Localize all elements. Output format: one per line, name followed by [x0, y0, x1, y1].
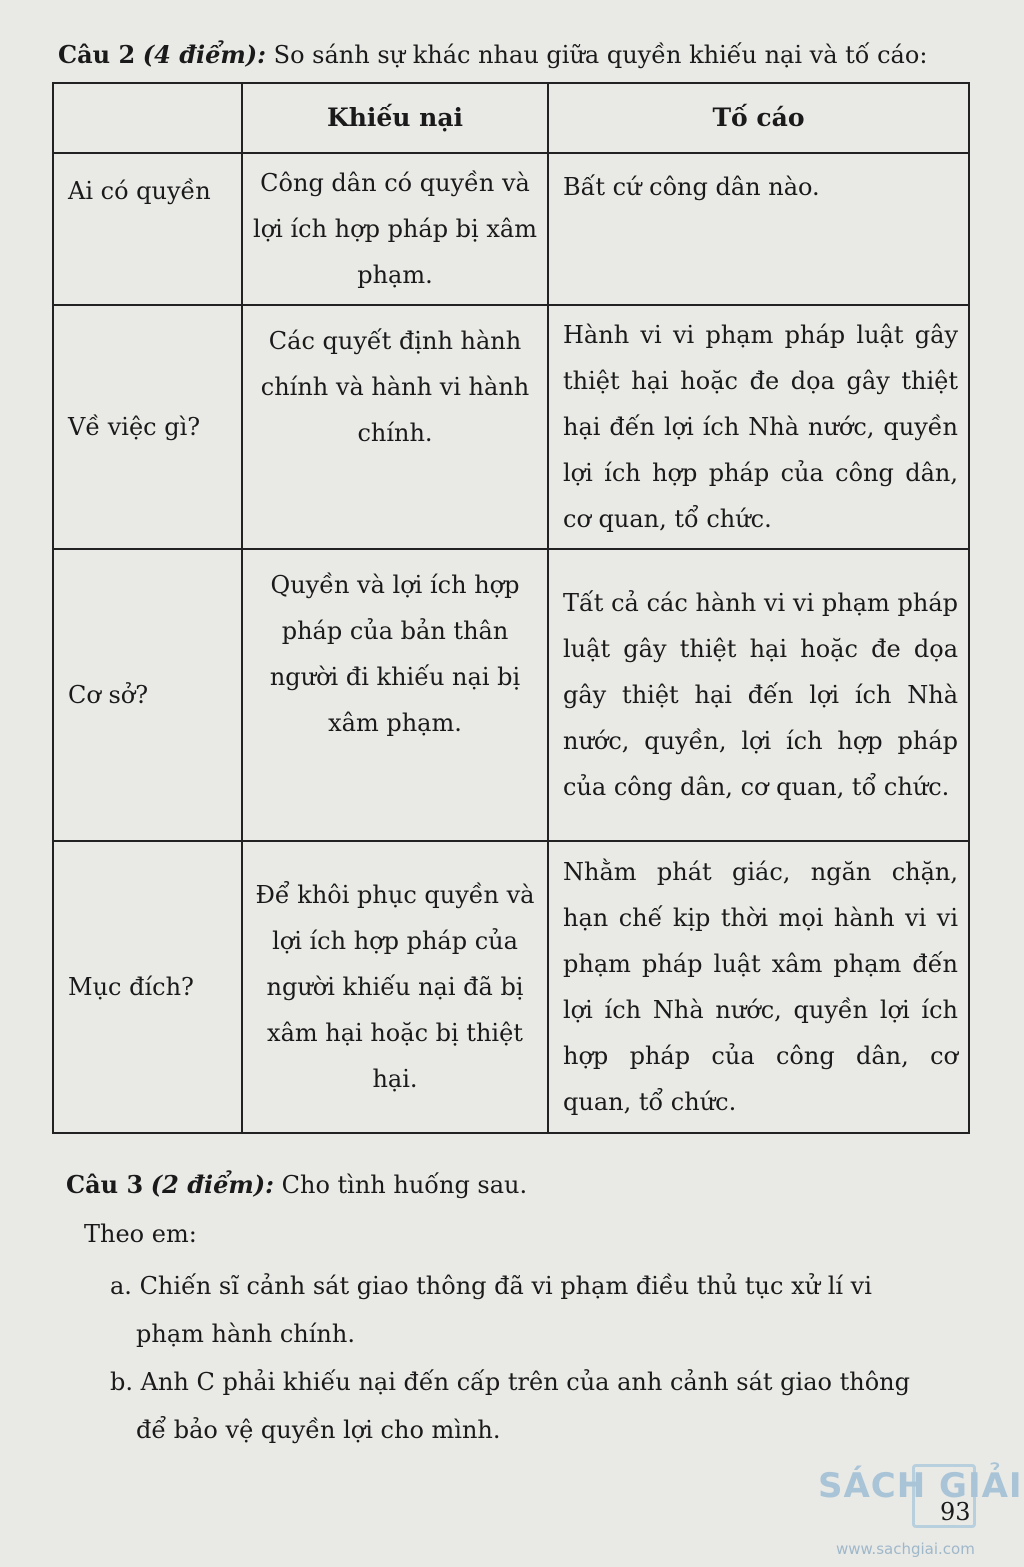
row-criterion: Mục đích?	[53, 841, 242, 1133]
row-to-cao: Tất cả các hành vi vi phạm pháp luật gây thiệt hại hoặc đe dọa gây thiệt hại đến lợi ích Nhà nước, quyền, lợi ích hợp pháp của công dân, cơ quan, tổ chức.	[548, 549, 969, 841]
question-2-heading	[58, 40, 927, 69]
answer-b	[110, 1358, 970, 1454]
table-row	[53, 305, 969, 549]
question-3-points: (2 điểm):	[150, 1170, 274, 1199]
watermark-url: www.sachgiai.com	[836, 1540, 975, 1558]
row-khieu-nai: Quyền và lợi ích hợp pháp của bản thân người đi khiếu nại bị xâm phạm.	[242, 549, 548, 841]
question-2-label: Câu 2	[58, 40, 136, 69]
answer-a-line-2: phạm hành chính.	[136, 1320, 355, 1348]
row-criterion: Về việc gì?	[53, 305, 242, 549]
row-to-cao: Nhằm phát giác, ngăn chặn, hạn chế kịp thời mọi hành vi vi phạm pháp luật xâm phạm đến lợi ích Nhà nước, quyền lợi ích hợp pháp của công dân, cơ quan, tổ chức.	[548, 841, 969, 1133]
table-row	[53, 153, 969, 305]
watermark-brand: SÁCH GIẢI	[818, 1466, 1023, 1506]
row-khieu-nai: Để khôi phục quyền và lợi ích hợp pháp của người khiếu nại đã bị xâm hại hoặc bị thiệt hại.	[242, 841, 548, 1133]
header-to-cao: Tố cáo	[548, 83, 969, 153]
answer-a	[110, 1262, 970, 1358]
answer-intro: Theo em:	[84, 1220, 197, 1248]
row-to-cao: Hành vi vi phạm pháp luật gây thiệt hại hoặc đe dọa gây thiệt hại đến lợi ích Nhà nước, quyền lợi ích hợp pháp của công dân, cơ quan, tổ chức.	[548, 305, 969, 549]
row-khieu-nai: Các quyết định hành chính và hành vi hành chính.	[242, 305, 548, 549]
comparison-table	[52, 82, 970, 1134]
row-khieu-nai: Công dân có quyền và lợi ích hợp pháp bị xâm phạm.	[242, 153, 548, 305]
answer-b-line-1: b. Anh C phải khiếu nại đến cấp trên của anh cảnh sát giao thông	[110, 1368, 910, 1396]
answer-a-line-1: a. Chiến sĩ cảnh sát giao thông đã vi phạm điều thủ tục xử lí vi	[110, 1272, 872, 1300]
answer-b-line-2: để bảo vệ quyền lợi cho mình.	[136, 1416, 501, 1444]
question-3-heading	[66, 1170, 527, 1199]
question-3-text: Cho tình huống sau.	[281, 1171, 528, 1199]
table-header-row	[53, 83, 969, 153]
header-criterion	[53, 83, 242, 153]
table-row	[53, 549, 969, 841]
question-2-points: (4 điểm):	[142, 40, 266, 69]
table-row	[53, 841, 969, 1133]
header-khieu-nai: Khiếu nại	[242, 83, 548, 153]
row-criterion: Cơ sở?	[53, 549, 242, 841]
row-to-cao: Bất cứ công dân nào.	[548, 153, 969, 305]
question-3-label: Câu 3	[66, 1170, 144, 1199]
page-number: 93	[940, 1498, 971, 1526]
row-criterion: Ai có quyền	[53, 153, 242, 305]
question-2-text: So sánh sự khác nhau giữa quyền khiếu nại và tố cáo:	[273, 41, 928, 69]
